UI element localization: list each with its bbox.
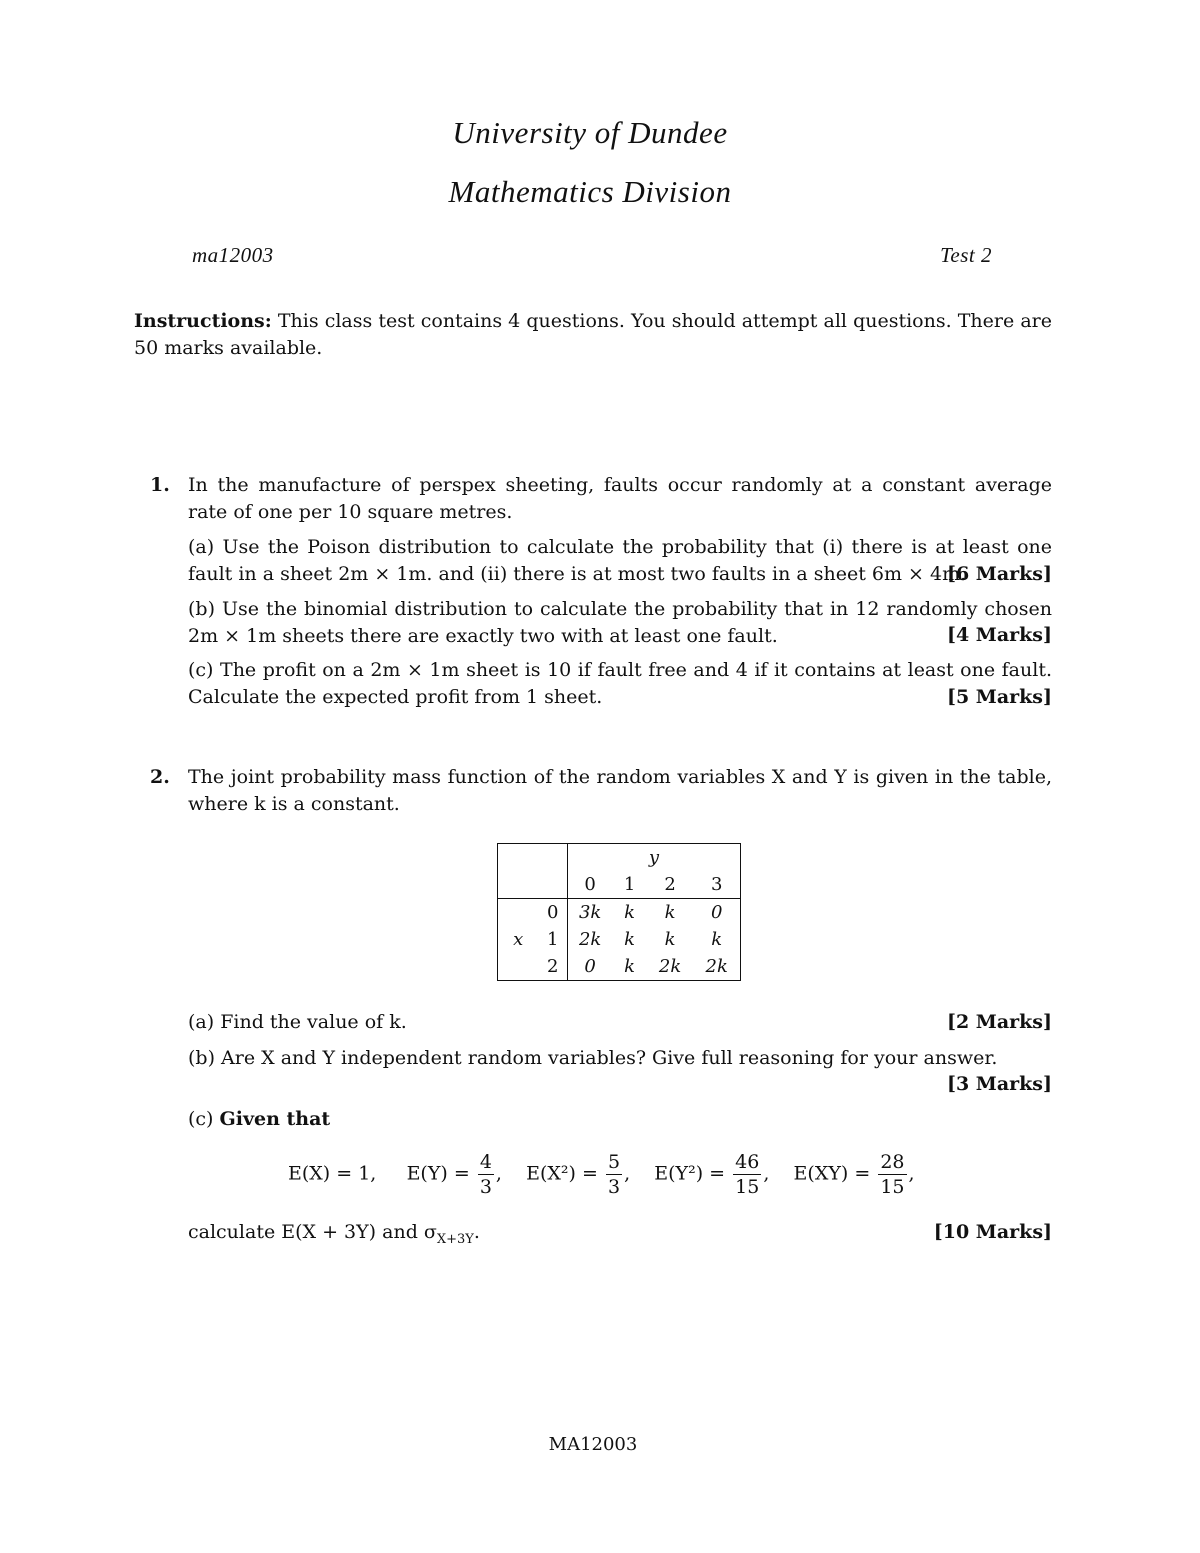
table-cell: k <box>624 929 636 950</box>
table-cell: 3k <box>578 902 602 923</box>
ey-fraction: $\frac{4}{3}$ <box>479 1151 492 1198</box>
table-cell: k <box>624 956 636 977</box>
q2-c-marks: [10 Marks] <box>933 1221 1052 1243</box>
y-value: 1 <box>623 874 636 895</box>
q1-part-b <box>188 596 1052 650</box>
ex-value: E(X) = 1, <box>288 1162 377 1185</box>
table-cell: k <box>624 902 636 923</box>
q2-part-c <box>188 1106 1052 1133</box>
q2-c-text: Given that <box>219 1108 331 1130</box>
q1-part-c <box>188 657 1052 711</box>
q1-b-marks: [4 Marks] <box>946 624 1052 646</box>
table-cell: 0 <box>710 902 723 923</box>
q2-c-calc-sub: X+3Y <box>436 1231 474 1247</box>
q1-a-text: Use the Poison distribution to calculate the probability that (i) there is at least one fault in a sheet 2m × 1m. and (ii) there is at most two faults in a sheet 6m × 4m. <box>188 536 1052 585</box>
table-cell: 2k <box>705 956 728 977</box>
ey2-fraction: $\frac{46}{15}$ <box>735 1151 760 1198</box>
y-value: 0 <box>567 871 612 899</box>
x-axis-label: x <box>513 929 524 950</box>
q1-c-marks: [5 Marks] <box>946 686 1052 708</box>
university-title: University of Dundee <box>452 115 728 150</box>
page-footer: MA12003 <box>548 1434 638 1455</box>
instructions <box>134 308 1052 362</box>
instructions-label: Instructions: <box>134 310 272 332</box>
table-cell: 0 <box>584 956 596 977</box>
expectations-equation: E(X) = 1, E(Y) = $\frac{4}{3}$ , E(X²) = $\frac{5}{3}$ , E(Y²) = $\frac{46}{15}$ , E(XY) = $\frac{28}{15}$ , <box>288 1151 915 1198</box>
x-value: 1 <box>546 929 559 950</box>
table-cell: 2k <box>578 929 602 950</box>
y-axis-label: y <box>648 847 659 868</box>
ex2-fraction: $\frac{5}{3}$ <box>607 1151 621 1198</box>
q2-part-a <box>188 1009 1052 1036</box>
x-value: 0 <box>539 899 568 927</box>
q2-b-label: (b) <box>188 1047 215 1069</box>
division-title: Mathematics Division <box>448 174 732 209</box>
q2-c-label: (c) <box>188 1108 214 1130</box>
ex2-lhs: E(X²) = <box>526 1162 598 1185</box>
q2-a-text: Find the value of k. <box>220 1011 407 1033</box>
q2-a-label: (a) <box>188 1011 215 1033</box>
q1-number: 1. <box>150 474 170 496</box>
q2-c-calc-text: calculate E(X + 3Y) and σ <box>188 1221 437 1243</box>
q2-number: 2. <box>150 766 170 788</box>
q2-b-text: Are X and Y independent random variables? Give full reasoning for your answer. <box>221 1047 998 1069</box>
table-cell: k <box>664 902 676 923</box>
y-value: 3 <box>710 874 723 895</box>
exy-fraction: $\frac{28}{15}$ <box>880 1151 905 1198</box>
x-value: 2 <box>546 956 559 977</box>
y-value: 2 <box>664 874 676 895</box>
course-code: ma12003 <box>192 243 274 267</box>
exy-lhs: E(XY) = <box>793 1162 871 1185</box>
q1-c-label: (c) <box>188 659 214 681</box>
q1-a-marks: [6 Marks] <box>946 563 1052 585</box>
instructions-text: This class test contains 4 questions. You should attempt all questions. There are 50 marks available. <box>134 310 1052 359</box>
q2-text: The joint probability mass function of the random variables X and Y is given in the table, where k is a constant. <box>188 766 1052 815</box>
ey2-lhs: E(Y²) = <box>654 1162 726 1185</box>
table-cell: 2k <box>658 956 682 977</box>
pmf-table <box>497 843 741 981</box>
q1-part-a <box>188 534 1052 588</box>
ey-lhs: E(Y) = <box>406 1162 470 1185</box>
q2-c-calc: calculate E(X + 3Y) and $\sigma_{X+3Y}$. <box>188 1221 480 1247</box>
q1-c-text: The profit on a 2m × 1m sheet is 10 if fault free and 4 if it contains at least one fault. Calculate the expected profit from 1 sheet. <box>188 659 1052 708</box>
q2-part-b <box>188 1045 1052 1072</box>
table-cell: k <box>664 929 676 950</box>
test-name: Test 2 <box>940 243 992 267</box>
q2-a-marks: [2 Marks] <box>946 1011 1052 1033</box>
q1-b-label: (b) <box>188 598 215 620</box>
table-cell: k <box>711 929 723 950</box>
q1-a-label: (a) <box>188 536 215 558</box>
q1-text: In the manufacture of perspex sheeting, faults occur randomly at a constant average rate of one per 10 square metres. <box>188 474 1052 523</box>
q2-b-marks: [3 Marks] <box>946 1073 1052 1095</box>
q1-b-text: Use the binomial distribution to calculate the probability that in 12 randomly chosen 2m × 1m sheets there are exactly two with at least one fault. <box>188 598 1052 647</box>
